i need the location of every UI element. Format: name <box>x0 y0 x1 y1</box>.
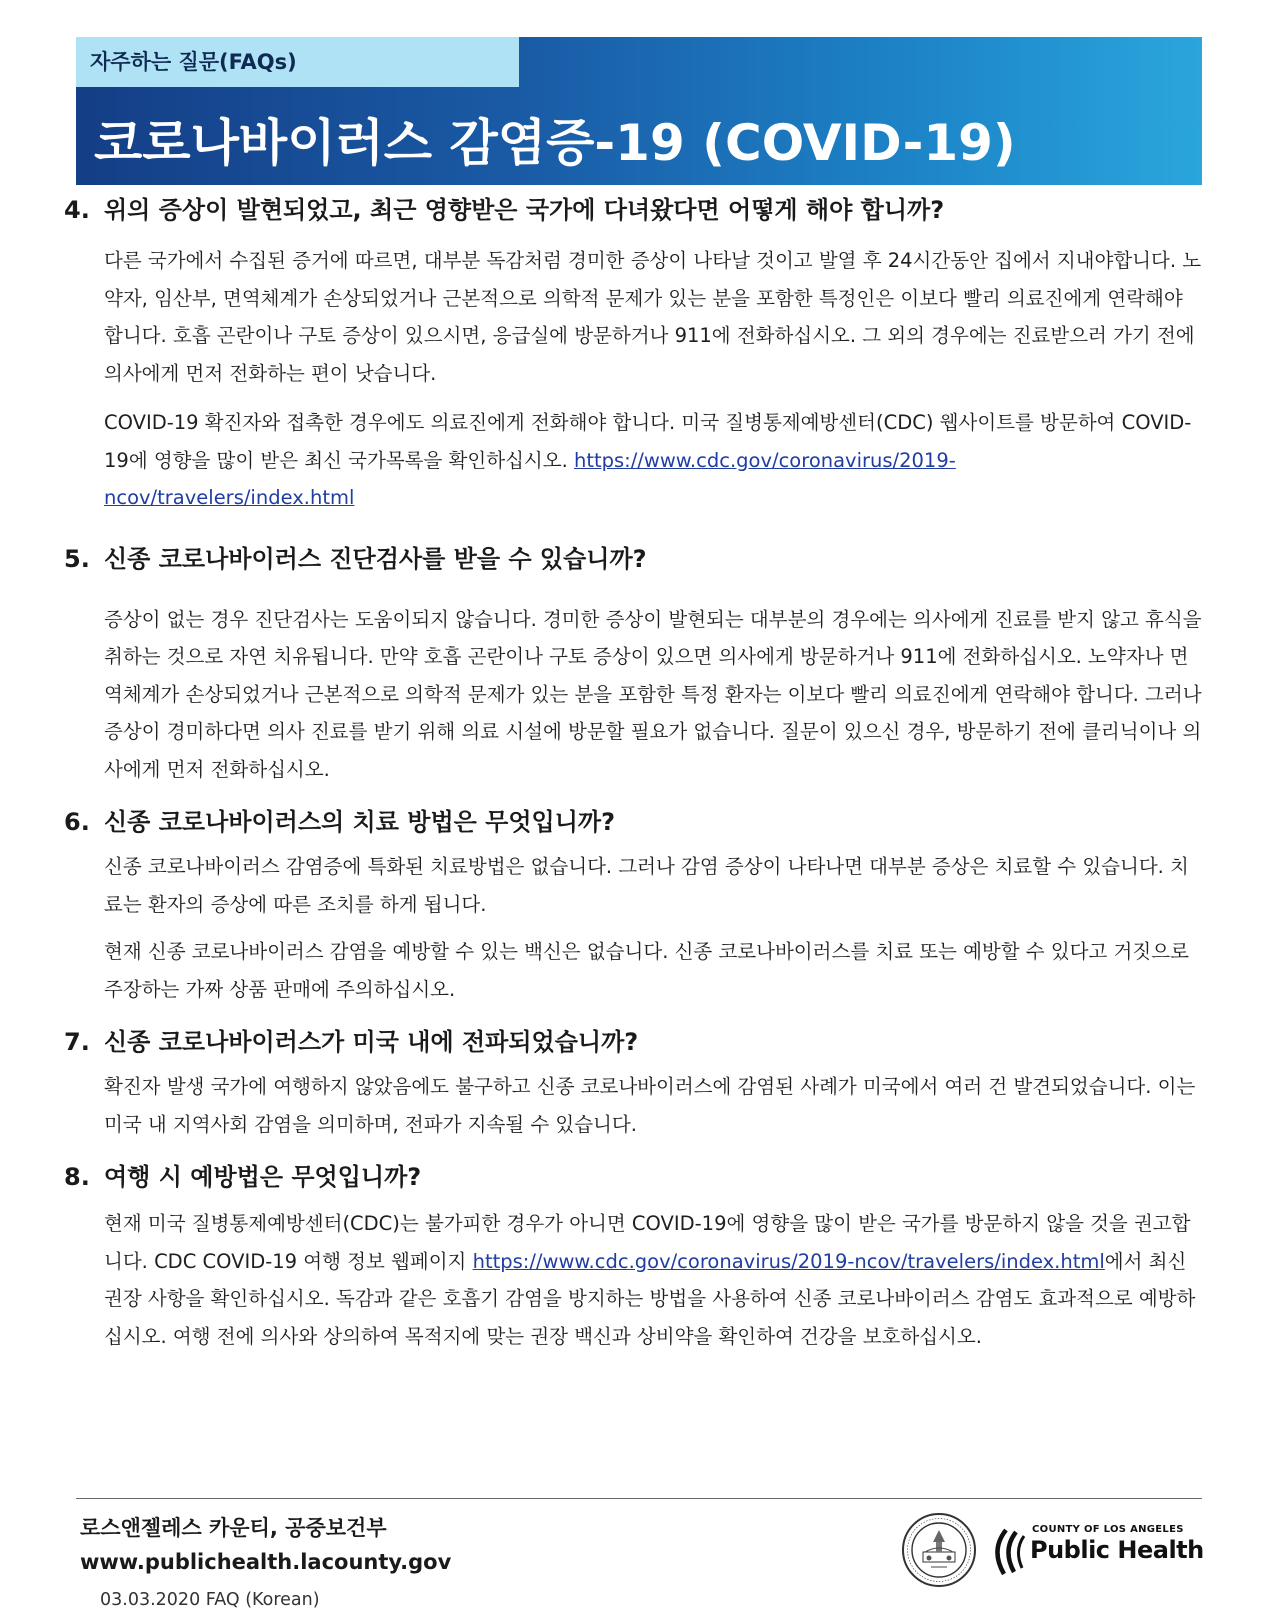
faq-answer-text: 현재 미국 질병통제예방센터(CDC)는 불가피한 경우가 아니면 COVID-19에 영향을 많이 받은 국가를 방문하지 않을 것을 권고합니다. CDC COVID-19 여행 정보 웹페이지 <box>104 1212 1191 1273</box>
faq-question-text: 신종 코로나바이러스의 치료 방법은 무엇입니까? <box>104 808 616 836</box>
faq-list <box>64 186 1204 1365</box>
county-seal-icon <box>901 1512 977 1588</box>
faq-question-text: 신종 코로나바이러스가 미국 내에 전파되었습니까? <box>104 1028 639 1056</box>
faq-answer: 현재 신종 코로나바이러스 감염을 예방할 수 있는 백신은 없습니다. 신종 코로나바이러스를 치료 또는 예방할 수 있다고 거짓으로 주장하는 가짜 상품 판매에 주의하십시오. <box>104 940 1189 1001</box>
faq-number: 6. <box>64 808 90 836</box>
faq-answer: 신종 코로나바이러스 감염증에 특화된 치료방법은 없습니다. 그러나 감염 증상이 나타나면 대부분 증상은 치료할 수 있습니다. 치료는 환자의 증상에 따른 조치를 하게 됩니다. <box>104 855 1189 916</box>
faq-item-8 <box>64 1153 1204 1355</box>
faq-number: 8. <box>64 1163 90 1191</box>
header-banner <box>76 37 1202 185</box>
faq-question <box>64 798 1204 846</box>
faq-question-text: 신종 코로나바이러스 진단검사를 받을 수 있습니까? <box>104 544 647 573</box>
page-title: 코로나바이러스 감염증-19 (COVID-19) <box>94 114 1016 172</box>
faq-question <box>64 535 1204 583</box>
faq-number: 5. <box>64 544 90 573</box>
footer-org-name: 로스앤젤레스 카운티, 공중보건부 <box>80 1516 387 1540</box>
logo-public-health-text: Public Health <box>1030 1536 1204 1564</box>
faq-item-5 <box>64 535 1204 789</box>
section-tab: 자주하는 질문(FAQs) <box>76 37 519 87</box>
faq-question <box>64 1018 1204 1066</box>
faq-number: 4. <box>64 196 90 224</box>
faq-question-text: 여행 시 예방법은 무엇입니까? <box>104 1163 422 1191</box>
faq-answer-text: COVID-19 확진자와 접촉한 경우에도 의료진에게 전화해야 합니다. 미국 질병통제예방센터(CDC) 웹사이트를 방문하여 COVID-19에 영향을 많이 받은 최신 국가목록을 확인하십시오. <box>104 411 1192 472</box>
faq-answer <box>104 1205 1204 1355</box>
cdc-travelers-link[interactable]: https://www.cdc.gov/coronavirus/2019-ncov/travelers/index.html <box>104 448 956 509</box>
faq-question <box>64 1153 1204 1201</box>
faq-question-text: 위의 증상이 발현되었고, 최근 영향받은 국가에 다녀왔다면 어떻게 해야 합니까? <box>104 196 945 224</box>
faq-question <box>64 186 1204 234</box>
faq-answer: 확진자 발생 국가에 여행하지 않았음에도 불구하고 신종 코로나바이러스에 감염된 사례가 미국에서 여러 건 발견되었습니다. 이는 미국 내 지역사회 감염을 의미하며, 전파가 지속될 수 있습니다. <box>104 1075 1196 1136</box>
footer-divider <box>76 1498 1202 1499</box>
faq-item-4 <box>64 186 1204 517</box>
doc-code: 03.03.2020 FAQ (Korean) <box>100 1590 320 1610</box>
faq-answer <box>104 404 1204 517</box>
faq-answer: 증상이 없는 경우 진단검사는 도움이되지 않습니다. 경미한 증상이 발현되는 대부분의 경우에는 의사에게 진료를 받지 않고 휴식을 취하는 것으로 자연 치유됩니다. 만약 호흡 곤란이나 구토 증상이 있으면 의사에게 방문하거나 911에 전화하십시오. 노약자나 면역체계가 손상되었거나 근본적으로 의학적 문제가 있는 분을 포함한 특정 환자는 이보다 빨리 의료진에게 연락해야 합니다. 그러나 증상이 경미하다면 의사 진료를 받기 위해 의료 시설에 방문할 필요가 없습니다. 질문이 있으신 경우, 방문하기 전에 클리닉이나 의사에게 먼저 전화하십시오. <box>104 607 1202 781</box>
logo-county-text: COUNTY OF LOS ANGELES <box>1032 1524 1184 1535</box>
footer-website[interactable]: www.publichealth.lacounty.gov <box>80 1550 452 1574</box>
faq-item-6 <box>64 798 1204 1008</box>
faq-answer: 다른 국가에서 수집된 증거에 따르면, 대부분 독감처럼 경미한 증상이 나타날 것이고 발열 후 24시간동안 집에서 지내야합니다. 노약자, 임산부, 면역체계가 손상되었거나 근본적으로 의학적 문제가 있는 분을 포함한 특정인은 이보다 빨리 의료진에게 연락해야 합니다. 호흡 곤란이나 구토 증상이 있으시면, 응급실에 방문하거나 911에 전화하십시오. 그 외의 경우에는 진료받으러 가기 전에 의사에게 먼저 전화하는 편이 낫습니다. <box>104 249 1202 385</box>
faq-item-7 <box>64 1018 1204 1143</box>
faq-number: 7. <box>64 1028 90 1056</box>
faq-answer-text: 에서 최신 권장 사항을 확인하십시오. 독감과 같은 호흡기 감염을 방지하는 방법을 사용하여 신종 코로나바이러스 감염도 효과적으로 예방하십시오. 여행 전에 의사와 상의하여 목적지에 맞는 권장 백신과 상비약을 확인하여 건강을 보호하십시오. <box>104 1249 1196 1348</box>
cdc-travel-info-link[interactable]: https://www.cdc.gov/coronavirus/2019-ncov/travelers/index.html <box>472 1249 1105 1273</box>
